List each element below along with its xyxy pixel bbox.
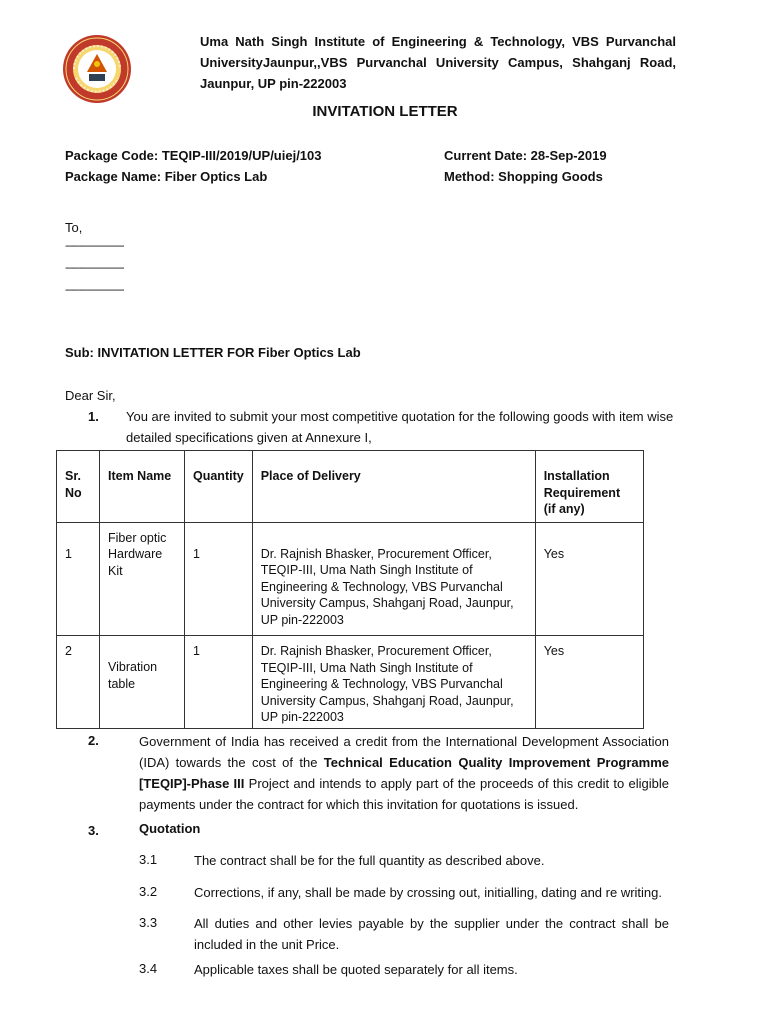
recipient-line: ---------------------- <box>65 262 124 274</box>
subject-line: Sub: INVITATION LETTER FOR Fiber Optics Lab <box>65 345 361 360</box>
current-date: Current Date: 28-Sep-2019 <box>444 148 607 163</box>
cell-item: Vibration table <box>100 636 185 729</box>
package-name: Package Name: Fiber Optics Lab <box>65 169 268 184</box>
subsection-text: Corrections, if any, shall be made by crossing out, initialling, dating and re writing. <box>194 885 662 900</box>
subsection-number: 3.1 <box>139 852 158 867</box>
para2-text-b: Project and intends to apply part of the proceeds of this credit to eligible payments under the contract for which this invitation for quotations is issued. <box>139 776 669 812</box>
table-row <box>57 636 644 729</box>
header-installation: Installation Requirement (if any) <box>535 451 643 523</box>
para-number: 2. <box>88 733 99 748</box>
subsection-number: 3.2 <box>139 884 158 899</box>
para2-text-a: Government of India has received a credit from the International Development Association (IDA) towards the cost of the <box>139 734 669 770</box>
cell-install: Yes <box>535 522 643 636</box>
institute-address: Uma Nath Singh Institute of Engineering & Technology, VBS Purvanchal UniversityJaunpur,,VBS Purvanchal University Campus, Shahganj Road, Jaunpur, UP pin-222003 <box>200 34 676 91</box>
recipient-line: ---------------------- <box>65 284 124 296</box>
para2-text <box>139 731 669 815</box>
cell-sr: 2 <box>57 636 100 729</box>
cell-install: Yes <box>535 636 643 729</box>
cell-place: Dr. Rajnish Bhasker, Procurement Officer, TEQIP-III, Uma Nath Singh Institute of Engineering & Technology, VBS Purvanchal University Campus, Shahganj Road, Jaunpur, UP pin-222003 <box>252 636 535 729</box>
para1-line1: You are invited to submit your most competitive quotation for the following goods with item wise <box>126 409 674 424</box>
goods-table <box>56 450 644 729</box>
salutation: Dear Sir, <box>65 388 116 403</box>
subsection-number: 3.3 <box>139 915 158 930</box>
subsection-number: 3.4 <box>139 961 158 976</box>
table-row <box>57 522 644 636</box>
letter-title: INVITATION LETTER <box>312 103 458 120</box>
para-number: 1. <box>88 409 99 424</box>
header-place-of-delivery: Place of Delivery <box>252 451 535 523</box>
cell-qty: 1 <box>185 522 253 636</box>
header-sr-no: Sr. No <box>57 451 100 523</box>
procurement-method: Method: Shopping Goods <box>444 169 603 184</box>
header-quantity: Quantity <box>185 451 253 523</box>
cell-sr: 1 <box>57 522 100 636</box>
subsection-text: Applicable taxes shall be quoted separately for all items. <box>194 962 518 977</box>
para-number: 3. <box>88 823 99 838</box>
para1-line2: detailed specifications given at Annexure I, <box>126 430 372 445</box>
cell-place: Dr. Rajnish Bhasker, Procurement Officer, TEQIP-III, Uma Nath Singh Institute of Engineering & Technology, VBS Purvanchal University Campus, Shahganj Road, Jaunpur, UP pin-222003 <box>252 522 535 636</box>
subsection-text: The contract shall be for the full quantity as described above. <box>194 853 545 868</box>
package-code: Package Code: TEQIP-III/2019/UP/uiej/103 <box>65 148 322 163</box>
section-heading: Quotation <box>139 821 201 836</box>
cell-qty: 1 <box>185 636 253 729</box>
recipient-line: ---------------------- <box>65 240 124 252</box>
cell-item: Fiber optic Hardware Kit <box>100 522 185 636</box>
subsection-text: All duties and other levies payable by the supplier under the contract shall be included in the unit Price. <box>194 916 669 952</box>
header-item-name: Item Name <box>100 451 185 523</box>
para2-programme-name: Technical Education Quality Improvement Programme [TEQIP]-Phase III <box>139 755 669 791</box>
university-seal-icon <box>62 34 132 104</box>
table-header-row <box>57 451 644 523</box>
to-label: To, <box>65 220 83 235</box>
